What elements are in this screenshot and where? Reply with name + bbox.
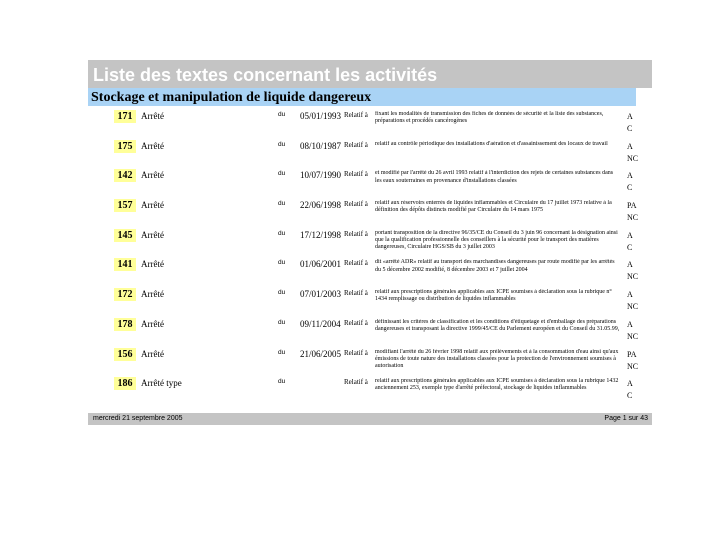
- row-code-2: NC: [627, 213, 639, 223]
- row-du: du: [278, 111, 286, 118]
- row-du: du: [278, 348, 286, 356]
- row-number: 156: [114, 348, 136, 361]
- row-number: 141: [114, 258, 136, 271]
- row-date: 09/11/2004: [300, 318, 341, 329]
- row-type: Arrêté: [141, 348, 164, 359]
- row-type: Arrêté: [141, 170, 164, 181]
- row-type: Arrêté: [141, 289, 164, 300]
- row-code-2: NC: [627, 153, 639, 163]
- row-code-1: A: [627, 112, 633, 121]
- row-code-2: C: [627, 124, 633, 133]
- row-codes: [627, 170, 633, 194]
- row-date: 21/06/2005: [300, 348, 342, 359]
- row-date: 07/01/2003: [300, 289, 342, 300]
- row-relatif: Relatif à: [344, 289, 368, 298]
- row-code-1: A: [627, 260, 633, 270]
- row-codes: [627, 111, 633, 135]
- row-relatif: Relatif à: [344, 229, 368, 238]
- row-description: relatif aux prescriptions générales applicables aux ICPE soumises à déclaration sous la rubrique 1432 anciennement 253, exemple type d'arrêté préfectoral, stockage de liquides inflammables: [375, 378, 619, 392]
- table-row: [0, 165, 720, 195]
- row-code-1: A: [627, 141, 633, 151]
- row-codes: [627, 349, 638, 373]
- footer-bar: [88, 413, 652, 425]
- row-code-2: C: [627, 183, 633, 193]
- row-code-1: A: [627, 171, 633, 181]
- row-relatif: Relatif à: [344, 348, 368, 357]
- row-type: Arrêté: [141, 140, 164, 151]
- row-relatif: Relatif à: [344, 111, 368, 119]
- table-row: [0, 106, 720, 136]
- row-relatif: Relatif à: [344, 259, 368, 268]
- row-relatif: Relatif à: [344, 140, 368, 149]
- row-relatif: Relatif à: [344, 378, 368, 387]
- row-du: du: [278, 229, 286, 237]
- row-type: Arrêté: [141, 259, 164, 270]
- row-code-2: NC: [627, 361, 639, 371]
- row-date: 08/10/1987: [300, 140, 342, 151]
- row-type: Arrêté: [141, 229, 164, 240]
- row-code-2: C: [627, 391, 633, 401]
- row-codes: [627, 230, 633, 254]
- text-list: [0, 106, 720, 403]
- row-code-1: A: [627, 230, 633, 240]
- row-description: portant transposition de la directive 96/35/CE du Conseil du 3 juin 96 concernant la désignation ainsi que la qualification professionnelle des conseillers à la sécurité pour le transport des matières dangereuses, Circulaire HGS/SB du 3 juillet 2003: [375, 229, 618, 251]
- row-du: du: [278, 378, 286, 386]
- row-code-1: PA: [627, 349, 637, 359]
- row-type: Arrêté: [141, 111, 164, 121]
- row-date: 05/01/1993: [300, 111, 342, 121]
- row-date: 22/06/1998: [300, 200, 342, 211]
- row-number: 157: [114, 199, 136, 212]
- table-row: [0, 284, 720, 314]
- row-code-2: NC: [627, 272, 639, 282]
- row-code-2: NC: [627, 331, 639, 341]
- row-du: du: [278, 200, 286, 208]
- row-date: 17/12/1998: [300, 229, 342, 240]
- row-relatif: Relatif à: [344, 170, 368, 179]
- table-row: [0, 254, 720, 284]
- row-number: 172: [114, 288, 136, 301]
- row-du: du: [278, 170, 286, 178]
- row-code-2: C: [627, 242, 633, 252]
- page-number: Page 1 sur 43: [604, 415, 648, 422]
- row-codes: [627, 200, 638, 224]
- table-row: [0, 195, 720, 225]
- row-description: relatif aux prescriptions générales applicables aux ICPE soumises à déclaration sous la rubrique n° 1434 remplissage ou distribution de liquides inflammables: [375, 289, 612, 303]
- row-type: Arrêté: [141, 318, 164, 329]
- footer-date: mercredi 21 septembre 2005: [93, 415, 183, 422]
- row-description: relatif aux réservoirs enterrés de liquides inflammables et Circulaire du 17 juillet 1973 relative à la définition des dépôts distincts modifié par Circulaire du 14 mars 1975: [375, 200, 612, 214]
- row-type: Arrêté type: [141, 378, 182, 389]
- row-description: modifiant l'arrêté du 26 février 1998 relatif aux prélèvements et à la consommation d'eau ainsi qu'aux émissions de toute nature des installations classées pour la protection de l'environnement soumises à autorisation: [375, 348, 619, 369]
- row-description: relatif au contrôle périodique des installations d'aération et d'assainissement des locaux de travail: [375, 140, 608, 147]
- row-description: dit «arrêté ADR» relatif au transport des marchandises dangereuses par route modifié par les arrêtés du 5 décembre 2002 modifié, 8 décembre 2003 et 7 juillet 2004: [375, 259, 615, 273]
- section-heading: Stockage et manipulation de liquide dangereux: [88, 88, 636, 106]
- row-number: 145: [114, 229, 136, 242]
- table-row: [0, 344, 720, 374]
- row-codes: [627, 141, 638, 165]
- row-number: 186: [114, 377, 136, 390]
- row-codes: [627, 378, 633, 402]
- page-title: Liste des textes concernant les activités: [88, 60, 652, 88]
- table-row: [0, 225, 720, 255]
- row-code-1: PA: [627, 201, 637, 211]
- row-number: 175: [114, 140, 136, 153]
- row-description: fixant les modalités de transmission des fiches de données de sécurité et la liste des substances, préparations et procédés cancérogènes: [375, 111, 604, 125]
- row-codes: [627, 259, 638, 283]
- row-codes: [627, 289, 638, 313]
- row-date: 01/06/2001: [300, 259, 342, 270]
- row-code-1: A: [627, 290, 633, 300]
- row-number: 142: [114, 169, 136, 182]
- table-row: [0, 314, 720, 344]
- table-row: [0, 136, 720, 166]
- row-number: 171: [114, 110, 136, 123]
- row-type: Arrêté: [141, 200, 164, 211]
- row-relatif: Relatif à: [344, 200, 368, 209]
- row-code-2: NC: [627, 302, 639, 312]
- row-du: du: [278, 259, 286, 267]
- row-du: du: [278, 289, 286, 297]
- row-description: définissant les critères de classification et les conditions d'étiquetage et d'emballage des préparations dangereuses et transposant la directive 1999/45/CE du Parlement européen et du Conseil du 31.05.99,: [375, 318, 620, 333]
- row-description: et modifié par l'arrêté du 26 avril 1993 relatif à l'interdiction des rejets de certaines substances dans les eaux souterraines en provenance d'installations classées: [375, 170, 614, 184]
- row-code-1: A: [627, 379, 633, 389]
- row-du: du: [278, 318, 286, 326]
- row-du: du: [278, 140, 286, 148]
- table-row: [0, 373, 720, 403]
- row-number: 178: [114, 318, 136, 331]
- row-date: 10/07/1990: [300, 170, 342, 181]
- row-codes: [627, 319, 638, 343]
- row-code-1: A: [627, 319, 633, 329]
- row-relatif: Relatif à: [344, 318, 368, 327]
